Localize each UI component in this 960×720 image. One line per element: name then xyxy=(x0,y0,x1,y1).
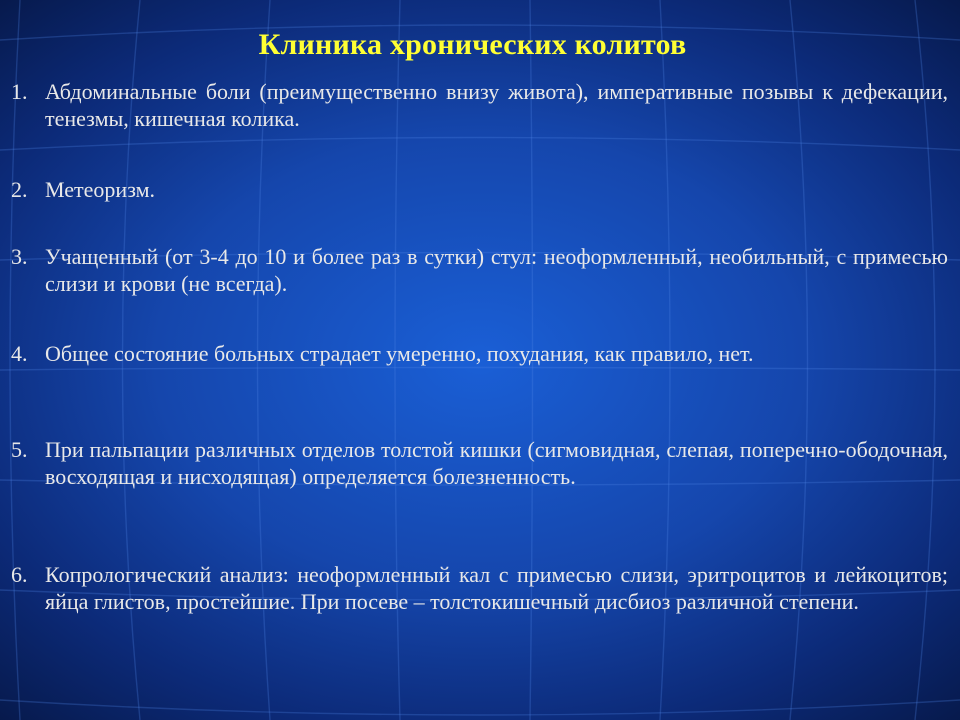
item-number: 2. xyxy=(11,177,28,202)
item-text: При пальпации различных отделов толстой кишки (сигмовидная, слепая, поперечно-ободочная, восходящая и нисходящая) определяется болезненность. xyxy=(45,437,948,489)
item-number: 6. xyxy=(11,562,28,587)
list-item xyxy=(11,340,948,367)
item-number: 3. xyxy=(11,244,28,269)
list-item xyxy=(11,243,948,297)
item-text: Копрологический анализ: неоформленный кал с примесью слизи, эритроцитов и лейкоцитов; яйца глистов, простейшие. При посеве – толстокишечный дисбиоз различной степени. xyxy=(45,562,948,614)
item-text: Метеоризм. xyxy=(45,177,155,202)
item-number: 4. xyxy=(11,341,28,366)
list-item xyxy=(11,436,948,490)
item-number: 1. xyxy=(11,79,28,104)
item-text: Абдоминальные боли (преимущественно внизу живота), императивные позывы к дефекации, тенезмы, кишечная колика. xyxy=(45,79,948,131)
list-item xyxy=(11,78,948,132)
slide-title: Клиника хронических колитов xyxy=(258,28,687,61)
item-number: 5. xyxy=(11,437,28,462)
list-item xyxy=(11,176,948,203)
list-item xyxy=(11,561,948,615)
item-text: Общее состояние больных страдает умеренно, похудания, как правило, нет. xyxy=(45,341,754,366)
item-text: Учащенный (от 3-4 до 10 и более раз в сутки) стул: неоформленный, необильный, с примесью слизи и крови (не всегда). xyxy=(45,244,948,296)
